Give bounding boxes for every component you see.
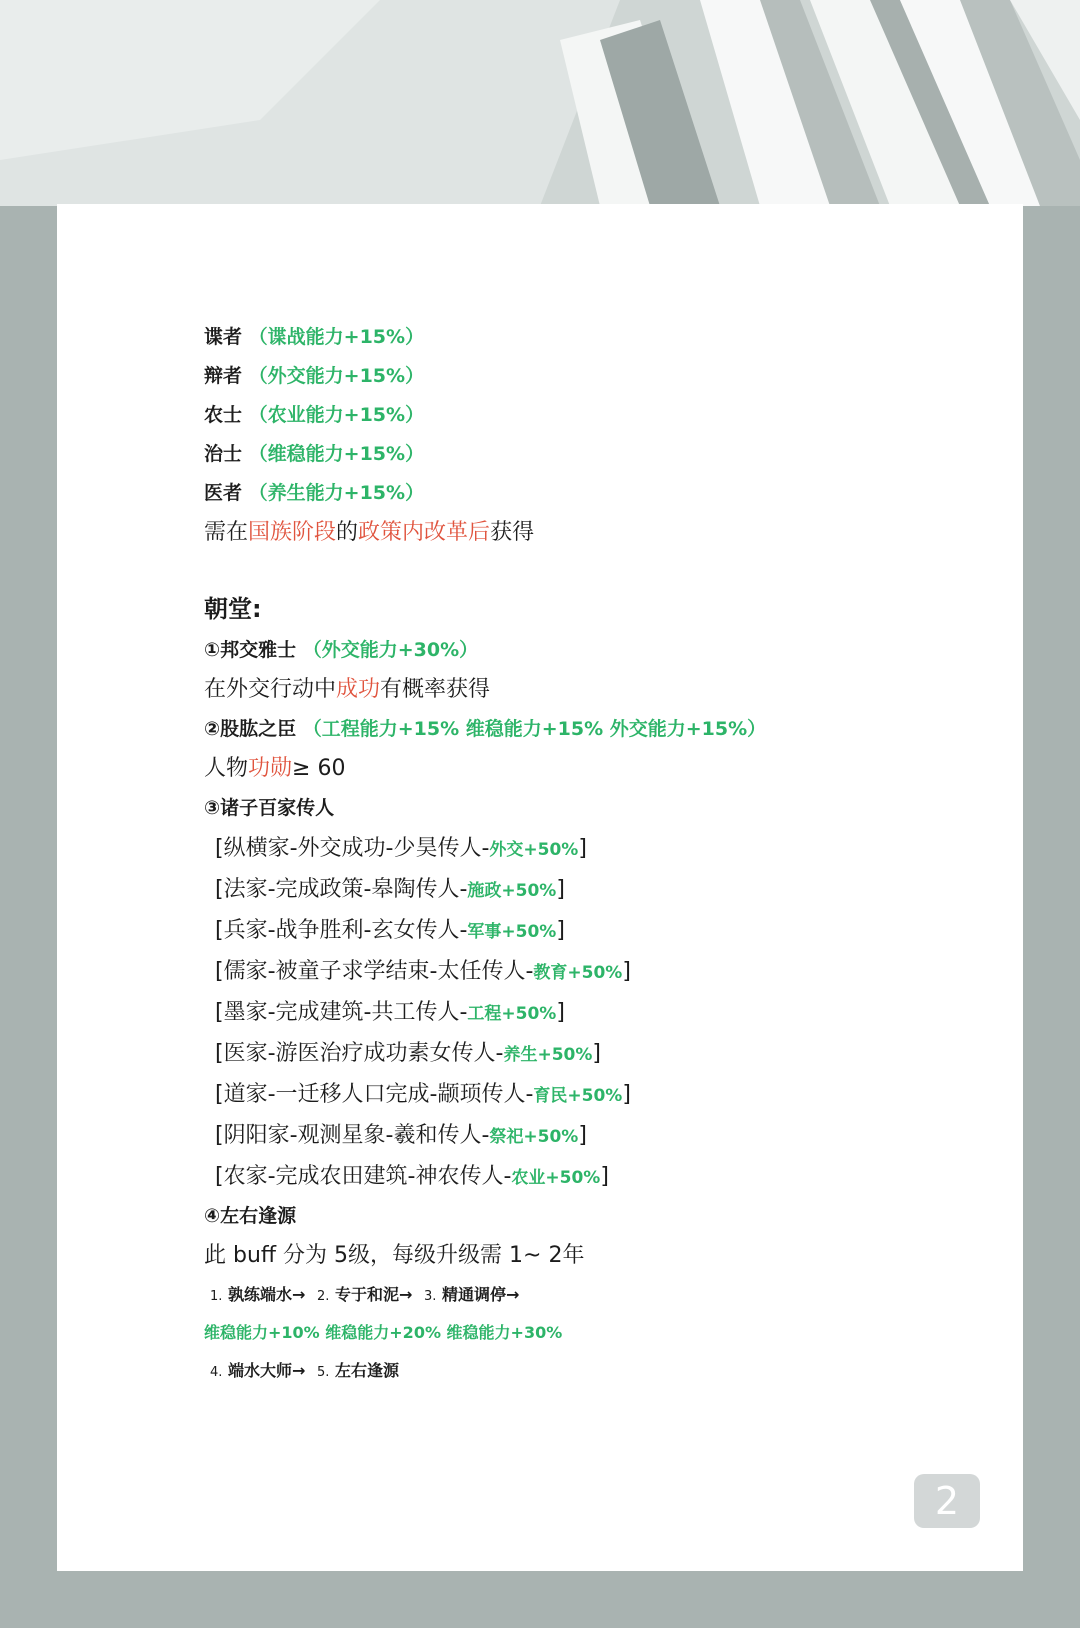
court-title-3: ③诸子百家传人 <box>204 797 335 819</box>
court-desc-4: 此 buff 分为 5级，每级升级需 1~ 2年 <box>204 1243 585 1268</box>
tier-row-2: 4. 端水大师→ 5. 左右逢源 <box>210 1361 399 1380</box>
talent-name: 农士 <box>204 404 243 426</box>
tier-row-1: 1. 孰练端水→ 2. 专于和泥→ 3. 精通调停→ <box>210 1285 520 1304</box>
court-title-1: ①邦交雅士 （外交能力+30%） <box>204 639 479 661</box>
document-body <box>204 318 984 1390</box>
school-row: [农家-完成农田建筑-神农传人-农业+50%] <box>215 1164 609 1189</box>
talent-row: 农士 （农业能力+15%） <box>204 404 425 426</box>
page-sheet <box>57 204 1023 1571</box>
court-title-2: ②股肱之臣 （工程能力+15% 维稳能力+15% 外交能力+15%） <box>204 718 767 740</box>
school-row: [阴阳家-观测星象-羲和传人-祭祀+50%] <box>215 1123 587 1148</box>
highlight-policy: 政策内改革后 <box>358 520 491 545</box>
highlight-stage: 国族阶段 <box>248 520 337 545</box>
talent-bonus: 维稳能力+15% <box>267 443 406 465</box>
talent-bonus: 农业能力+15% <box>267 404 406 426</box>
school-row: [法家-完成政策-皋陶传人-施政+50%] <box>215 877 565 902</box>
court-desc-2: 人物功勋≥ 60 <box>204 756 346 781</box>
talent-name: 治士 <box>204 443 243 465</box>
school-row: [医家-游医治疗成功素女传人-养生+50%] <box>215 1041 601 1066</box>
talent-row: 谍者 （谍战能力+15%） <box>204 326 425 348</box>
section-heading: 朝堂: <box>204 595 262 623</box>
tier-bonuses: 维稳能力+10% 维稳能力+20% 维稳能力+30% <box>204 1323 563 1342</box>
school-row: [纵横家-外交成功-少昊传人-外交+50%] <box>215 836 587 861</box>
school-row: [兵家-战争胜利-玄女传人-军事+50%] <box>215 918 565 943</box>
school-row: [道家-一迁移人口完成-颛顼传人-育民+50%] <box>215 1082 631 1107</box>
talent-name: 辩者 <box>204 365 243 387</box>
talent-name: 谍者 <box>204 326 243 348</box>
header-photo <box>0 0 1080 206</box>
talent-row: 治士 （维稳能力+15%） <box>204 443 425 465</box>
talent-bonus: 谍战能力+15% <box>267 326 406 348</box>
requirement-text: 需在国族阶段的政策内改革后获得 <box>204 520 535 545</box>
page-number-badge: 2 <box>914 1474 980 1528</box>
talent-name: 医者 <box>204 482 243 504</box>
school-row: [墨家-完成建筑-共工传人-工程+50%] <box>215 1000 565 1025</box>
talent-row: 辩者 （外交能力+15%） <box>204 365 425 387</box>
talent-bonus: 外交能力+15% <box>267 365 406 387</box>
talent-row: 医者 （养生能力+15%） <box>204 482 425 504</box>
school-row: [儒家-被童子求学结束-太任传人-教育+50%] <box>215 959 631 984</box>
court-title-4: ④左右逢源 <box>204 1205 297 1227</box>
court-desc-1: 在外交行动中成功有概率获得 <box>204 677 491 702</box>
talent-bonus: 养生能力+15% <box>267 482 406 504</box>
